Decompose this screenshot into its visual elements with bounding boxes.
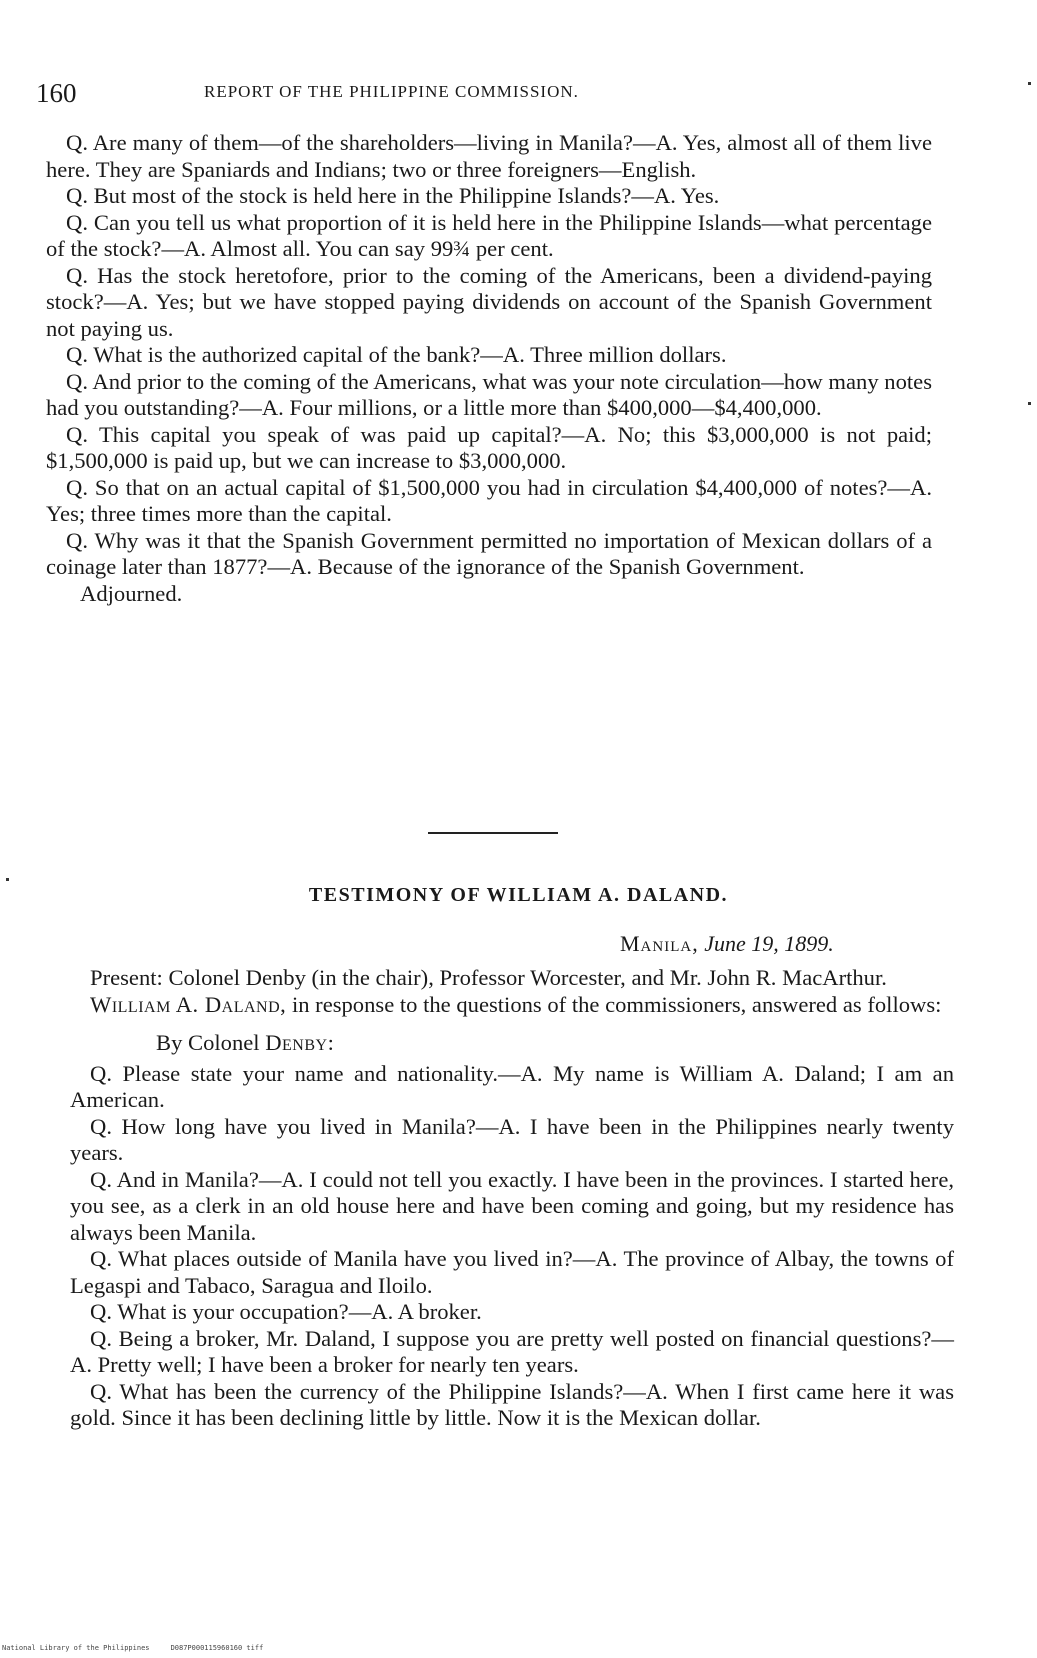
paragraph: Q. Are many of them—of the shareholders—living in Manila?—A. Yes, almost all of them live here. They are Spaniards and Indians; two or three foreigners—English. bbox=[46, 130, 932, 182]
paragraph: Q. What places outside of Manila have you lived in?—A. The province of Albay, the towns of Legaspi and Tabaco, Saragua and Iloilo. bbox=[70, 1246, 954, 1298]
dateline bbox=[620, 931, 920, 957]
paragraph: Q. How long have you lived in Manila?—A. I have been in the Philippines nearly twenty years. bbox=[70, 1113, 954, 1165]
scan-speck bbox=[1028, 82, 1031, 85]
paragraph: Q. This capital you speak of was paid up capital?—A. No; this $3,000,000 is not paid; $1,500,000 is paid up, but we can increase to $3,000,000. bbox=[46, 421, 932, 473]
present-paragraph: Present: Colonel Denby (in the chair), Professor Worcester, and Mr. John R. MacArthur. bbox=[90, 965, 887, 990]
testimony-body bbox=[70, 965, 954, 1432]
paragraph: Q. And prior to the coming of the Americans, what was your note circulation—how many notes had you outstanding?—A. Four millions, or a little more than $400,000—$4,400,000. bbox=[46, 368, 932, 420]
paragraph: Q. Can you tell us what proportion of it is held here in the Philippine Islands—what percentage of the stock?—A. Almost all. You can say 99¾ per cent. bbox=[46, 209, 932, 261]
witness-intro-paragraph bbox=[70, 992, 954, 1019]
witness-intro: in response to the questions of the commissioners, answered as follows: bbox=[286, 991, 942, 1017]
dateline-date: June 19, 1899. bbox=[704, 931, 834, 956]
byline-prefix: By Colonel bbox=[156, 1030, 266, 1055]
section-title: TESTIMONY OF WILLIAM A. DALAND. bbox=[308, 884, 729, 906]
witness-name: William A. Daland, bbox=[90, 991, 287, 1017]
page-number: 160 bbox=[36, 78, 77, 108]
dateline-place: Manila, bbox=[620, 931, 699, 956]
testimony-continuation bbox=[46, 130, 932, 607]
paragraph: Q. Has the stock heretofore, prior to the coming of the Americans, been a dividend-paying stock?—A. Yes; but we have stopped paying dividends on account of the Spanish Government not paying us. bbox=[46, 262, 932, 341]
section-divider bbox=[428, 832, 558, 834]
scan-footer: National Library of the Philippines D087P000115960160 tiff bbox=[2, 1644, 264, 1652]
running-head: REPORT OF THE PHILIPPINE COMMISSION. bbox=[204, 82, 579, 101]
page-header bbox=[36, 78, 976, 118]
paragraph: Q. What is the authorized capital of the bank?—A. Three million dollars. bbox=[66, 342, 727, 367]
examiner-byline bbox=[70, 1030, 954, 1057]
paragraph: Q. So that on an actual capital of $1,500,000 you had in circulation $4,400,000 of notes?—A. Yes; three times more than the capital. bbox=[46, 474, 932, 526]
scan-speck bbox=[1028, 402, 1031, 405]
paragraph: Q. Being a broker, Mr. Daland, I suppose you are pretty well posted on financial questions?—A. Pretty well; I have been a broker for nearly ten years. bbox=[70, 1325, 954, 1377]
paragraph: Q. What has been the currency of the Philippine Islands?—A. When I first came here it was gold. Since it has been declining little by little. Now it is the Mexican dollar. bbox=[70, 1378, 954, 1430]
adjourned-note: Adjourned. bbox=[80, 580, 183, 606]
paragraph: Q. What is your occupation?—A. A broker. bbox=[90, 1299, 482, 1324]
paragraph: Q. Why was it that the Spanish Government permitted no importation of Mexican dollars of a coinage later than 1877?—A. Because of the ignorance of the Spanish Government. bbox=[46, 527, 932, 579]
paragraph: Q. But most of the stock is held here in the Philippine Islands?—A. Yes. bbox=[66, 183, 720, 208]
paragraph: Q. And in Manila?—A. I could not tell you exactly. I have been in the provinces. I started here, you see, as a clerk in an old house here and have been coming and going, but my residence has always been Manila. bbox=[70, 1166, 954, 1245]
byline-name: Denby: bbox=[265, 1030, 335, 1055]
paragraph: Q. Please state your name and nationality.—A. My name is William A. Daland; I am an American. bbox=[70, 1060, 954, 1112]
scan-speck bbox=[6, 878, 9, 881]
